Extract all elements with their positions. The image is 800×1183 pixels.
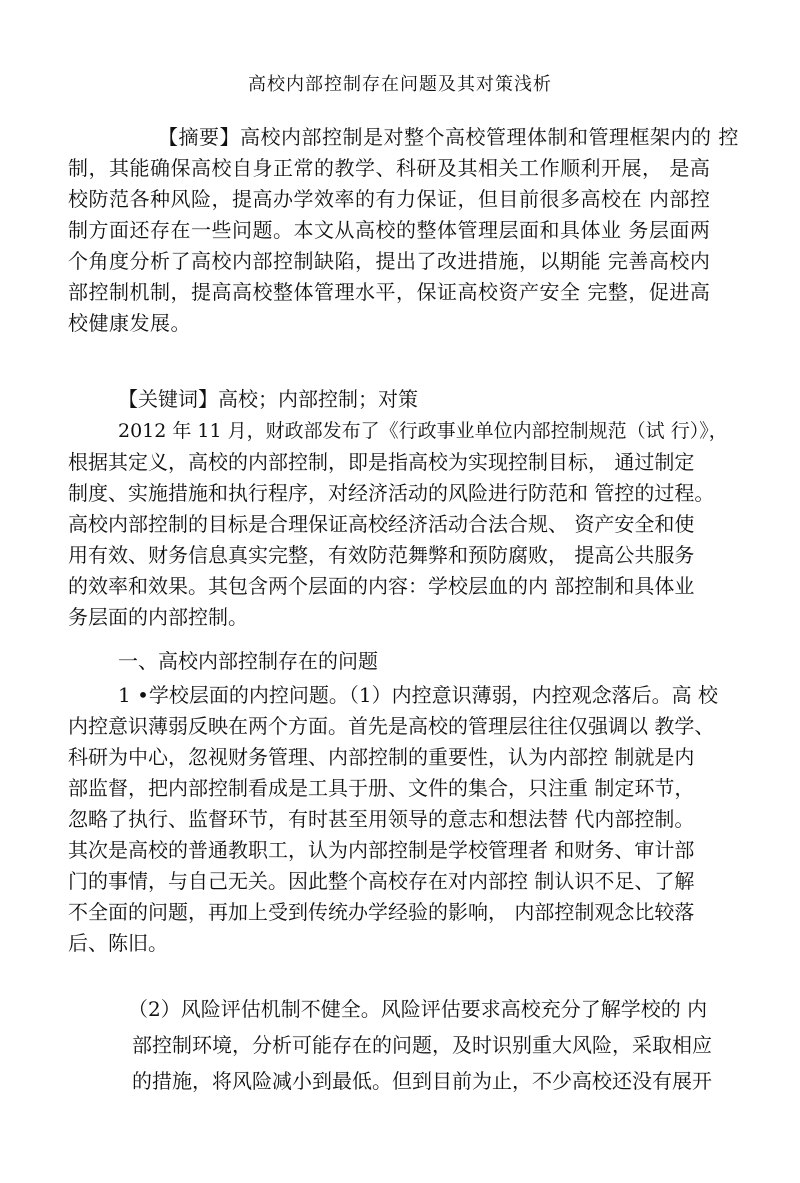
section1-line: 忽略了执行、监督环节，有时甚至用领导的意志和想法替 代内部控制。 [68,807,695,831]
intro-line: 根据其定义，高校的内部控制，即是指高校为实现控制目标， 通过制定 [68,450,695,474]
intro-line: 高校内部控制的目标是合理保证高校经济活动合法合规、 资产安全和使 [68,512,695,536]
section1-line: 其次是高校的普通教职工，认为内部控制是学校管理者 和财务、审计部 [68,838,695,862]
abstract-line: 制，其能确保高校自身正常的教学、科研及其相关工作顺利开展， 是高 [68,156,711,180]
section1-line: 不全面的问题，再加上受到传统办学经验的影响， 内部控制观念比较落 [68,900,695,924]
intro-line: 制度、实施措施和执行程序，对经济活动的风险进行防范和 管控的过程。 [68,481,715,505]
intro-line: 用有效、财务信息真实完整，有效防范舞弊和预防腐败， 提高公共服务 [68,543,695,567]
section1-line: 门的事情，与自己无关。因此整个高校存在对内部控 制认识不足、了解 [68,869,695,893]
intro-line: 务层面的内部控制。 [68,605,248,629]
section2-line: 的措施，将风险减小到最低。但到目前为止，不少高校还没有展开 [132,1069,712,1093]
abstract-line: 校防范各种风险，提高办学效率的有力保证，但目前很多高校在 内部控 [68,187,711,211]
abstract-line: 校健康发展。 [68,311,191,335]
intro-line: 2012 年 11 月，财政部发布了《行政事业单位内部控制规范（试 行）》， [118,420,728,442]
section2-line: （2）风险评估机制不健全。风险评估要求高校充分了解学校的 内 [128,997,708,1021]
intro-line: 的效率和效果。其包含两个层面的内容：学校层血的内 部控制和具体业 [68,574,695,598]
abstract-line: 个角度分析了高校内部控制缺陷，提出了改进措施，以期能 完善高校内 [68,249,711,273]
abstract-line: 部控制机制，提高高校整体管理水平，保证高校资产安全 完整，促进高 [68,280,711,304]
section1-line: 内控意识薄弱反映在两个方面。首先是高校的管理层往往仅强调以 教学、 [68,714,715,738]
abstract-line: 制方面还存在一些问题。本文从高校的整体管理层面和具体业 务层面两 [68,218,711,242]
document-title: 高校内部控制存在问题及其对策浅析 [248,74,552,95]
abstract-line: 【摘要】高校内部控制是对整个高校管理体制和管理框架内的 控 [158,125,739,149]
section1-line: 部监督，把内部控制看成是工具于册、文件的集合，只注重 制定环节， [68,776,695,800]
section2-line: 部控制环境，分析可能存在的问题，及时识别重大风险，采取相应 [132,1033,712,1057]
keywords: 【关键词】高校；内部控制；对策 [118,387,418,411]
section1-line: 1 •学校层面的内控问题。（1）内控意识薄弱，内控观念落后。高 校 [118,683,718,707]
section1-line: 后、陈旧。 [68,931,168,955]
section-heading: 一、高校内部控制存在的问题 [118,649,378,673]
section1-line: 科研为中心，忽视财务管理、内部控制的重要性，认为内部控 制就是内 [68,745,695,769]
